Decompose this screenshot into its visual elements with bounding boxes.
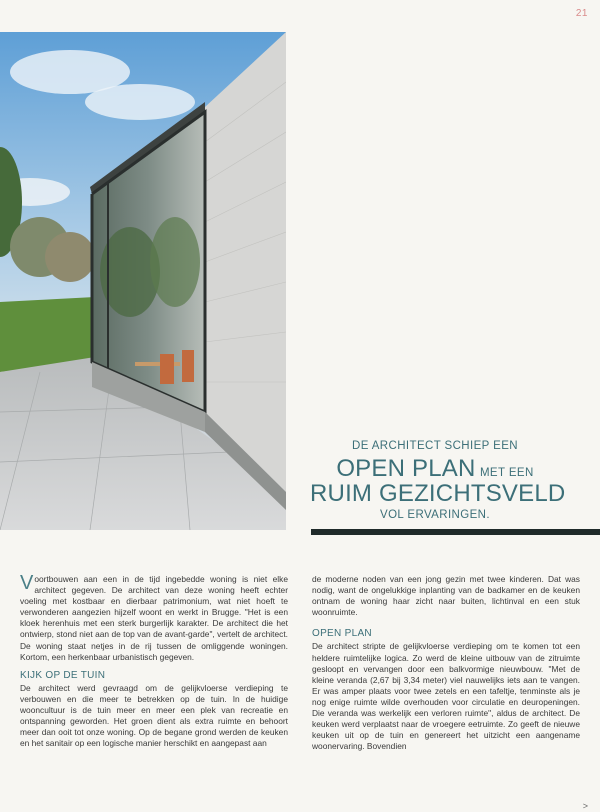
page-number: 21 — [575, 8, 588, 19]
pull-quote — [310, 440, 566, 522]
drop-cap: V — [20, 572, 34, 594]
article-column-left — [20, 574, 288, 749]
continue-arrow-icon: > — [582, 801, 588, 811]
pull-quote-line-2 — [310, 456, 560, 481]
section-1-paragraph: De architect werd gevraagd om de gelijkvloerse verdieping te verbouwen en die meer te betrekken op de tuin. In de huidige wooncultuur is de tuin meer en meer een plek van recreatie en ontspanning geworden. Het groen dient als extra ruimte en behoort meer dan ooit tot onze woning. Op de begane grond werden de keuken en het sanitair op een logische manier herschikt en aangepast aan — [20, 682, 288, 749]
house-photo — [0, 32, 286, 530]
intro-paragraph — [20, 574, 288, 663]
pull-quote-rule — [311, 529, 600, 535]
intro-text: oortbouwen aan een in de tijd ingebedde woning is niet elke architect gegeven. De architect van deze woning heeft echter voeling met kostbaar en dierbaar patrimonium, wat niet hoeft te verwonderen aangezien hijzelf woont en werkt in Brugge. "Het is een kloek herenhuis met een sterk burgerlijk karakter. De architect die het ontwierp, stond niet aan de top van de avant-garde", vertelt de architect. De woning staat netjes in de rij tussen de omliggende woningen. Kortom, een herkenbaar urbanistisch gegeven. — [20, 574, 288, 662]
section-heading-open-plan: OPEN PLAN — [312, 628, 372, 640]
modern-house-photo-icon — [0, 32, 286, 530]
pull-quote-connector: MET EEN — [479, 467, 534, 480]
section-heading-kijk-op-de-tuin: KIJK OP DE TUIN — [20, 669, 106, 681]
pull-quote-line-1: DE ARCHITECT SCHIEP EEN — [352, 440, 518, 452]
continued-paragraph: de moderne noden van een jong gezin met twee kinderen. Dat was nodig, want de ongelukkige inplanting van de badkamer en de keuken ontnam de woning haar zicht naar buiten, lichtinval en een stuk woonruimte. — [312, 574, 580, 618]
article-column-right — [312, 574, 580, 752]
pull-quote-emphasis-1: OPEN PLAN — [336, 455, 476, 483]
section-2-paragraph: De architect stripte de gelijkvloerse verdieping om te komen tot een heldere ruimtelijke logica. Zo werd de kleine uitbouw van de zitruimte gesloopt en vervangen door een balkvormige nieuwbouw. "Met de kleine veranda (2,67 bij 3,34 meter) viel nauwelijks iets aan te vangen. Er was amper plaats voor twee zetels en een tafeltje, tenminste als je nog enige ruimte wilde overhouden voor circulatie en deuropeningen. Die veranda was werkelijk een verloren ruimte", aldus de architect. De keuken werd verplaatst naar de vroegere eetruimte. Zo geeft de nieuwe keuken uit op de tuin en genereert het uitzicht een aangename woonervaring. Bovendien — [312, 641, 580, 752]
pull-quote-line-4: VOL ERVARINGEN. — [380, 509, 490, 522]
pull-quote-emphasis-2: RUIM GEZICHTSVELD — [310, 480, 566, 508]
